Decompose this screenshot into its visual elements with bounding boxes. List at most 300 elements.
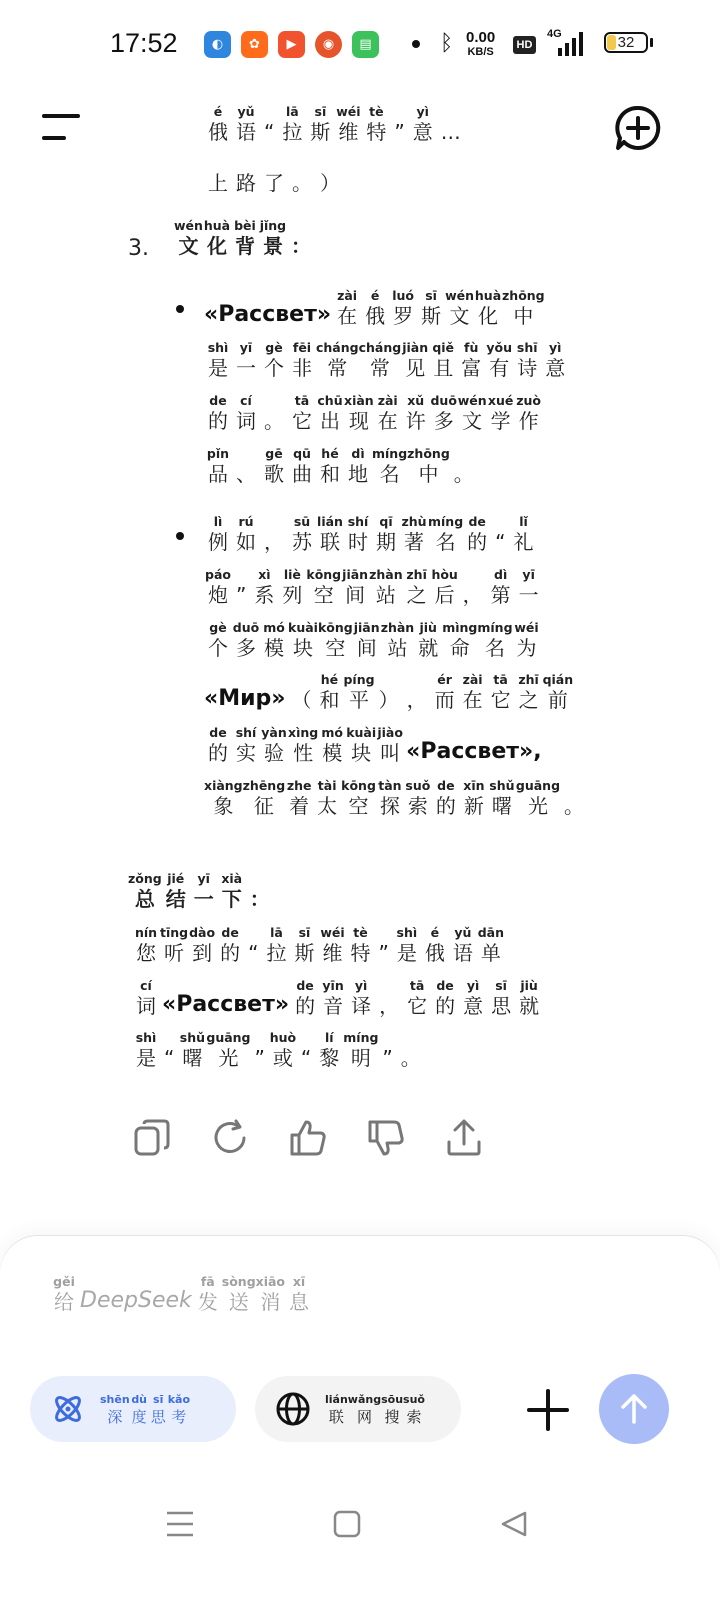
ruby-char xyxy=(319,980,347,1016)
ruby-char xyxy=(463,516,491,552)
ruby-char xyxy=(206,1032,250,1068)
ruby-char xyxy=(287,220,315,256)
hanzi: 地 xyxy=(348,462,368,486)
pinyin: guāng xyxy=(206,1030,251,1045)
hanzi: 有 xyxy=(489,356,510,380)
ruby-char xyxy=(243,780,286,816)
hanzi: ） xyxy=(378,688,399,712)
pinyin: zhōng xyxy=(407,446,450,461)
hanzi: 特 xyxy=(366,120,387,144)
hanzi: 消 xyxy=(260,1290,281,1314)
message-line xyxy=(202,674,573,710)
pinyin: tài xyxy=(317,778,337,793)
pinyin: jiān xyxy=(342,567,369,582)
hanzi: 新 xyxy=(463,794,484,818)
ruby-char xyxy=(401,342,429,378)
pinyin: wéi xyxy=(336,104,361,119)
recents-icon[interactable] xyxy=(166,1510,194,1538)
pinyin: yǒu xyxy=(486,340,512,355)
ruby-char xyxy=(231,220,259,256)
ruby-char xyxy=(315,674,343,710)
hanzi: 之 xyxy=(406,583,427,607)
hanzi: 空 xyxy=(313,583,334,607)
pinyin: tàn xyxy=(378,778,402,793)
pinyin: shǔ xyxy=(179,1030,205,1045)
ruby-char xyxy=(409,106,437,142)
pinyin: kuài xyxy=(346,725,377,740)
ruby-char xyxy=(174,220,203,256)
pinyin: hé xyxy=(321,446,339,461)
hanzi: 索 xyxy=(406,1407,422,1426)
hanzi: 空 xyxy=(348,794,369,818)
hanzi: 在 xyxy=(337,304,358,328)
message-input[interactable] xyxy=(50,1276,313,1312)
hanzi: 文 xyxy=(178,234,199,258)
pinyin: é xyxy=(370,288,380,303)
hanzi: 而 xyxy=(434,688,455,712)
hanzi: 苏 xyxy=(292,530,312,554)
ruby-char xyxy=(260,157,288,193)
ruby-char xyxy=(429,342,457,378)
ruby-char xyxy=(50,1276,78,1312)
hanzi: 是 xyxy=(208,356,228,380)
hanzi: ” xyxy=(378,941,389,965)
ruby-char xyxy=(402,395,430,431)
pinyin: tā xyxy=(294,393,310,408)
hanzi: 黎 xyxy=(319,1046,340,1070)
pinyin: yì xyxy=(466,978,480,993)
ruby-char xyxy=(290,927,318,963)
ruby-char xyxy=(378,1032,396,1068)
pinyin: kōng xyxy=(306,567,342,582)
deep-think-label xyxy=(100,1394,190,1425)
ruby-char xyxy=(381,1394,403,1425)
ruby-char xyxy=(232,342,260,378)
ruby-char xyxy=(348,1394,381,1425)
hanzi: 。 xyxy=(453,462,474,486)
hanzi: 块 xyxy=(292,636,313,660)
pinyin: zǒng xyxy=(128,871,162,886)
pinyin: wén xyxy=(174,218,203,233)
back-icon[interactable] xyxy=(500,1510,528,1538)
pinyin: de xyxy=(437,778,455,793)
ruby-char xyxy=(477,622,512,658)
ruby-char xyxy=(250,569,278,605)
hanzi: 间 xyxy=(345,583,366,607)
pinyin: zài xyxy=(337,288,358,303)
hanzi: 一 xyxy=(193,887,214,911)
new-chat-icon[interactable] xyxy=(614,104,662,152)
send-button[interactable] xyxy=(599,1374,669,1444)
hanzi: 站 xyxy=(387,636,408,660)
ruby-char xyxy=(260,448,288,484)
ruby-char xyxy=(403,569,431,605)
ruby-char xyxy=(432,780,460,816)
ruby-char xyxy=(491,516,509,552)
pinyin: zhōng xyxy=(502,288,545,303)
ruby-char xyxy=(291,980,319,1016)
attach-plus-icon[interactable] xyxy=(526,1388,570,1432)
hanzi: 拉 xyxy=(282,120,303,144)
pinyin: xīn xyxy=(463,778,485,793)
pinyin: gē xyxy=(265,446,283,461)
ruby-char xyxy=(316,516,344,552)
section-title xyxy=(174,220,315,256)
hanzi: ， xyxy=(462,583,483,607)
pinyin: míng xyxy=(343,1030,379,1045)
network-type: 4G xyxy=(547,28,562,40)
ruby-char xyxy=(232,622,260,658)
hanzi: 现 xyxy=(348,409,369,433)
message-line xyxy=(204,569,543,605)
hanzi: 化 xyxy=(206,234,227,258)
ruby-char xyxy=(560,780,588,816)
signal-icon xyxy=(558,32,583,56)
ruby-char xyxy=(316,342,359,378)
hanzi: 在 xyxy=(377,409,398,433)
message-line xyxy=(204,395,543,431)
hanzi: 曙 xyxy=(491,794,512,818)
copy-icon[interactable] xyxy=(132,1118,172,1158)
pinyin: jiù xyxy=(520,978,538,993)
message-line xyxy=(132,980,543,1016)
ruby-char xyxy=(149,1394,168,1425)
message-app-icon: ▤ xyxy=(352,31,379,58)
hanzi: 息 xyxy=(289,1290,310,1314)
pinyin: lǐ xyxy=(519,514,528,529)
pinyin: pǐn xyxy=(206,446,230,461)
ruby-char xyxy=(510,516,538,552)
hanzi: 在 xyxy=(462,688,483,712)
hanzi: 思 xyxy=(491,994,512,1018)
pinyin: tè xyxy=(369,104,384,119)
thumbs-down-icon[interactable] xyxy=(366,1118,406,1158)
pinyin: píng xyxy=(343,672,375,687)
hanzi: 化 xyxy=(478,304,499,328)
hanzi: 的 xyxy=(208,741,228,765)
pinyin: kǎo xyxy=(167,1392,190,1406)
regenerate-icon[interactable] xyxy=(210,1118,250,1158)
ruby-char xyxy=(431,980,459,1016)
ruby-char xyxy=(194,1276,222,1312)
pinyin: zhī xyxy=(406,567,427,582)
ruby-char xyxy=(178,1032,206,1068)
notification-dot-icon xyxy=(412,40,420,48)
ruby-char xyxy=(485,342,513,378)
pinyin: suǒ xyxy=(403,1392,425,1406)
hanzi: 叫 xyxy=(380,741,401,765)
hanzi: 的 xyxy=(295,994,316,1018)
pinyin: gè xyxy=(209,620,227,635)
hanzi: 一 xyxy=(236,356,256,380)
pinyin: wén xyxy=(445,288,475,303)
hanzi: 它 xyxy=(490,688,511,712)
hanzi: 常 xyxy=(369,356,390,380)
ruby-char xyxy=(431,674,459,710)
ruby-char xyxy=(343,674,374,710)
ruby-char xyxy=(288,342,316,378)
hanzi: 或 xyxy=(272,1046,293,1070)
ruby-char xyxy=(203,220,231,256)
pinyin: lián xyxy=(317,514,343,529)
ruby-char xyxy=(251,1032,269,1068)
ruby-char xyxy=(306,106,334,142)
hanzi: 文 xyxy=(449,304,470,328)
hanzi: 着 xyxy=(289,794,310,818)
pinyin: mìng xyxy=(442,620,478,635)
hanzi: 是 xyxy=(136,1046,156,1070)
ruby-char xyxy=(132,1032,160,1068)
pinyin: zhe xyxy=(286,778,312,793)
hanzi: 实 xyxy=(236,741,256,765)
ruby-char xyxy=(346,927,374,963)
ruby-char xyxy=(256,1276,285,1312)
pinyin: sī xyxy=(314,104,327,119)
russian-word: «Рассвет», xyxy=(406,739,542,764)
pinyin: huà xyxy=(203,218,231,233)
pinyin: dù xyxy=(131,1392,148,1406)
hanzi: 个 xyxy=(208,636,228,660)
hanzi: 就 xyxy=(418,636,439,660)
ruby-char xyxy=(204,622,232,658)
pinyin: xiāo xyxy=(255,1274,286,1289)
hanzi: 拉 xyxy=(266,941,287,965)
hanzi: 就 xyxy=(519,994,540,1018)
pinyin: wén xyxy=(457,393,487,408)
hanzi: 词 xyxy=(136,994,156,1018)
hanzi: 的 xyxy=(435,994,456,1018)
hanzi: 送 xyxy=(228,1290,249,1314)
pinyin: cí xyxy=(140,978,152,993)
message-line xyxy=(204,157,344,193)
hanzi: 象 xyxy=(213,794,234,818)
hanzi: 的 xyxy=(208,409,228,433)
ruby-char xyxy=(260,106,278,142)
pinyin: ér xyxy=(437,672,452,687)
hanzi: 如 xyxy=(236,530,256,554)
ruby-char xyxy=(222,1276,256,1312)
pinyin: xiàng xyxy=(204,778,243,793)
hanzi: 俄 xyxy=(365,304,386,328)
ruby-char xyxy=(403,674,431,710)
pinyin: dān xyxy=(477,925,504,940)
ruby-char xyxy=(278,569,306,605)
ruby-char xyxy=(260,342,288,378)
pinyin: zhù xyxy=(401,514,427,529)
hanzi: 光 xyxy=(527,794,548,818)
ruby-char xyxy=(487,980,515,1016)
pinyin: zài xyxy=(377,393,398,408)
ruby-char xyxy=(376,727,404,763)
pinyin: shì xyxy=(207,340,229,355)
pinyin: yī xyxy=(522,567,535,582)
menu-icon[interactable] xyxy=(42,112,82,142)
hanzi: 思 xyxy=(150,1407,166,1426)
ruby-char xyxy=(487,674,515,710)
pinyin: cháng xyxy=(358,340,402,355)
ruby-char xyxy=(269,1032,297,1068)
pinyin: luó xyxy=(392,288,414,303)
hanzi: 它 xyxy=(292,409,312,433)
ruby-char xyxy=(204,569,232,605)
ruby-char xyxy=(315,1032,343,1068)
ruby-char xyxy=(297,1032,315,1068)
ruby-char xyxy=(244,927,262,963)
hanzi: 。 xyxy=(400,1046,421,1070)
pinyin: míng xyxy=(428,514,464,529)
pinyin: yì xyxy=(354,978,368,993)
message-line xyxy=(202,290,545,326)
ruby-char xyxy=(132,927,160,963)
ruby-char xyxy=(513,342,541,378)
hanzi: 景 xyxy=(262,234,283,258)
web-search-button[interactable] xyxy=(255,1376,461,1442)
hd-badge: HD xyxy=(513,36,536,54)
ruby-char xyxy=(457,342,485,378)
hanzi: 中 xyxy=(513,304,534,328)
hanzi: 考 xyxy=(171,1407,187,1426)
ruby-char xyxy=(204,395,232,431)
pinyin: shǔ xyxy=(489,778,515,793)
pinyin: é xyxy=(430,925,440,940)
ruby-char xyxy=(190,873,218,909)
hanzi: 特 xyxy=(350,941,371,965)
pinyin: wéi xyxy=(514,620,539,635)
hanzi: ： xyxy=(290,234,311,258)
pinyin: sī xyxy=(425,288,437,303)
pinyin: xì xyxy=(258,567,271,582)
hanzi: ” xyxy=(394,120,405,144)
thumbs-up-icon[interactable] xyxy=(288,1118,328,1158)
ruby-char xyxy=(375,674,403,710)
ruby-char xyxy=(259,220,287,256)
message-line xyxy=(132,927,505,963)
hanzi: ： xyxy=(249,887,270,911)
pinyin: kōng xyxy=(317,620,353,635)
hanzi: 的 xyxy=(220,941,241,965)
ruby-char xyxy=(288,448,316,484)
hanzi: 非 xyxy=(292,356,312,380)
ruby-char xyxy=(204,157,232,193)
pinyin: tīng xyxy=(160,925,189,940)
pinyin: guāng xyxy=(515,778,561,793)
hanzi: 和 xyxy=(320,462,340,486)
ruby-char xyxy=(218,873,246,909)
hanzi: 度 xyxy=(131,1407,147,1426)
hanzi: 了 xyxy=(264,171,284,195)
ruby-char xyxy=(262,927,290,963)
pinyin: sū xyxy=(293,514,311,529)
share-icon[interactable] xyxy=(444,1118,484,1158)
ruby-char xyxy=(541,342,569,378)
ruby-char xyxy=(130,1394,149,1425)
ruby-char xyxy=(502,290,545,326)
message-line xyxy=(204,342,569,378)
hanzi: 下 xyxy=(221,887,242,911)
hanzi: 索 xyxy=(407,794,428,818)
hanzi: 语 xyxy=(236,120,256,144)
ruby-char xyxy=(260,727,288,763)
hanzi: 前 xyxy=(547,688,568,712)
pinyin: zhī xyxy=(518,672,539,687)
pinyin: dì xyxy=(494,567,508,582)
pinyin: sī xyxy=(495,978,507,993)
hanzi: 列 xyxy=(282,583,303,607)
hanzi: ” xyxy=(236,583,247,607)
ruby-char xyxy=(132,980,160,1016)
hanzi: 平 xyxy=(349,688,370,712)
deep-think-button[interactable] xyxy=(30,1376,236,1442)
hanzi: 、 xyxy=(236,462,256,486)
pinyin: yī xyxy=(197,871,210,886)
ruby-char xyxy=(460,780,488,816)
hanzi: 的 xyxy=(467,530,488,554)
hanzi: 网 xyxy=(356,1407,372,1426)
pinyin: páo xyxy=(205,567,231,582)
hanzi: 后 xyxy=(434,583,455,607)
hanzi: 维 xyxy=(338,120,359,144)
pinyin: tā xyxy=(409,978,425,993)
battery-icon xyxy=(604,32,648,53)
ruby-char xyxy=(487,395,515,431)
pinyin: de xyxy=(209,393,227,408)
hanzi: 给 xyxy=(54,1290,74,1314)
status-bar xyxy=(0,0,720,90)
hanzi: 俄 xyxy=(424,941,445,965)
pinyin: wéi xyxy=(320,925,345,940)
pinyin: dì xyxy=(351,446,365,461)
ruby-char xyxy=(487,569,515,605)
notification-icons xyxy=(204,31,379,58)
pinyin: hé xyxy=(320,672,339,687)
hanzi: 一 xyxy=(518,583,539,607)
hanzi: ， xyxy=(264,530,284,554)
hanzi: 系 xyxy=(254,583,275,607)
pinyin: hòu xyxy=(431,567,458,582)
hanzi: 著 xyxy=(404,530,424,554)
pinyin: xī xyxy=(292,1274,306,1289)
ruby-char xyxy=(414,622,442,658)
ruby-char xyxy=(346,727,376,763)
hanzi: 作 xyxy=(518,409,539,433)
pinyin: jiān xyxy=(353,620,380,635)
ruby-char xyxy=(260,622,288,658)
pinyin: qū xyxy=(293,446,311,461)
ruby-char xyxy=(288,727,318,763)
pinyin: duō xyxy=(232,620,260,635)
hanzi: 到 xyxy=(192,941,213,965)
ruby-char xyxy=(375,980,403,1016)
home-icon[interactable] xyxy=(333,1510,361,1538)
ruby-char xyxy=(188,927,216,963)
hanzi: 富 xyxy=(461,356,482,380)
pinyin: nín xyxy=(134,925,158,940)
hanzi: 总 xyxy=(134,887,155,911)
battery-level: 32 xyxy=(617,34,635,51)
hanzi: 意 xyxy=(463,994,484,1018)
hanzi: 炮 xyxy=(208,583,228,607)
hanzi: 联 xyxy=(328,1407,344,1426)
pinyin: de xyxy=(209,725,227,740)
ruby-char xyxy=(488,780,516,816)
hanzi: 为 xyxy=(516,636,537,660)
hanzi: 之 xyxy=(518,688,539,712)
pinyin: huà xyxy=(474,288,502,303)
hanzi: ” xyxy=(382,1046,393,1070)
ruby-char xyxy=(204,342,232,378)
hanzi: 站 xyxy=(375,583,396,607)
message-line xyxy=(204,622,541,658)
